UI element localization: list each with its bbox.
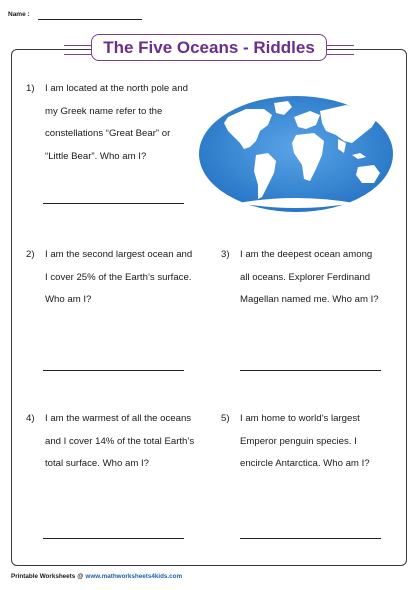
footer-label: Printable Worksheets [11, 573, 76, 580]
footer [11, 573, 182, 580]
question-line: Who am I? [45, 294, 92, 305]
page-title: The Five Oceans - Riddles [103, 37, 315, 57]
answer-line-5[interactable] [240, 538, 381, 539]
question-line: my Greek name refer to the [45, 105, 163, 117]
answer-line-2[interactable] [43, 370, 184, 371]
question-line: and I cover 14% of the total Earth’s [45, 435, 195, 447]
question-line: I am home to world’s largest [240, 413, 360, 424]
question-text [240, 244, 379, 312]
footer-url-link[interactable]: www.mathworksheets4kids.com [85, 573, 183, 580]
question-text [45, 78, 188, 168]
question-line: all oceans. Explorer Ferdinand [240, 271, 371, 283]
question-line: constellations “Great Bear” or [45, 128, 171, 139]
question-line: “Little Bear”. Who am I? [45, 150, 147, 162]
title-box [91, 34, 327, 61]
question-line: Emperor penguin species. I [240, 435, 357, 447]
question-text [240, 408, 370, 476]
question-line: I am the deepest ocean among [240, 249, 373, 260]
question-text [45, 408, 194, 476]
title-decoration-left [64, 45, 91, 55]
title-decoration-right [327, 45, 354, 55]
question-line: I am the second largest ocean and [45, 249, 193, 260]
answer-line-4[interactable] [43, 538, 184, 539]
question-number: 2) [26, 249, 35, 260]
answer-line-1[interactable] [43, 203, 184, 204]
question-number: 4) [26, 413, 35, 424]
question-number: 1) [26, 83, 35, 94]
question-line: Magellan named me. Who am I? [240, 294, 379, 305]
question-text [45, 244, 192, 312]
name-answer-line [38, 19, 142, 20]
question-line: total surface. Who am I? [45, 458, 149, 469]
world-map-image [198, 95, 394, 213]
footer-at-symbol: @ [77, 573, 84, 580]
answer-line-3[interactable] [240, 370, 381, 371]
name-label: Name : [8, 11, 30, 18]
question-number: 5) [221, 413, 230, 424]
question-line: encircle Antarctica. Who am I? [240, 458, 370, 469]
question-line: I am located at the north pole and [45, 83, 188, 94]
question-line: I cover 25% of the Earth’s surface. [45, 271, 192, 283]
question-number: 3) [221, 249, 230, 260]
question-line: I am the warmest of all the oceans [45, 413, 192, 424]
